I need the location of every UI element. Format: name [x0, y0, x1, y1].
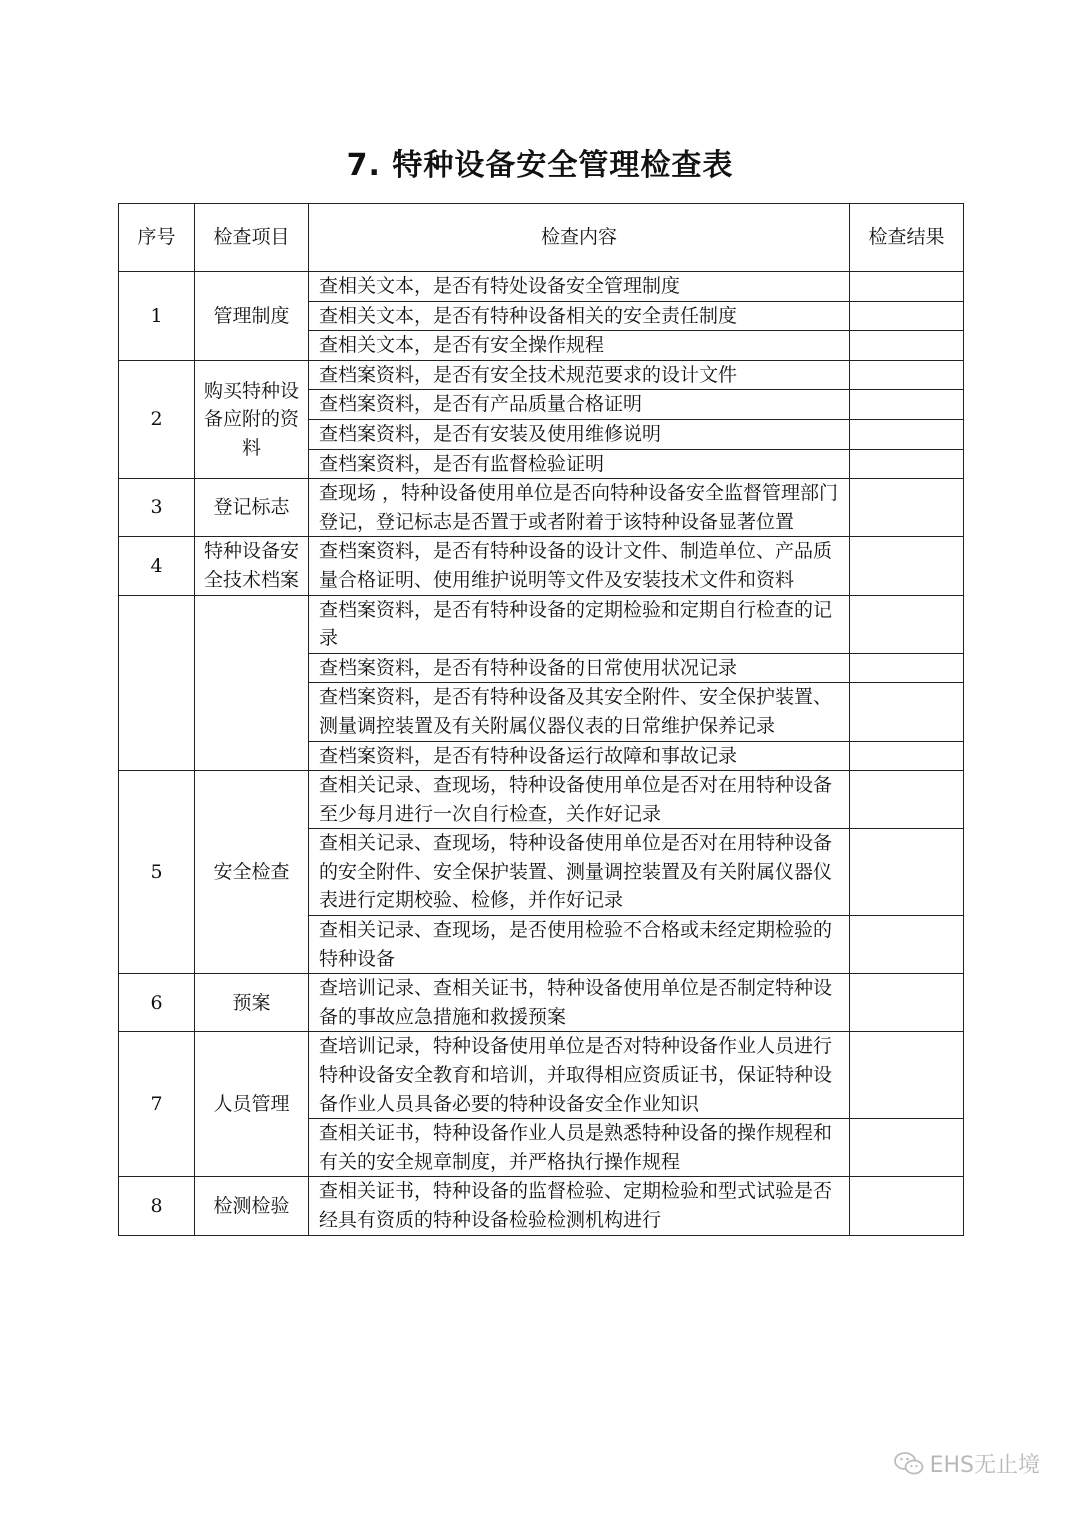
page-title: 7. 特种设备安全管理检查表	[346, 148, 734, 183]
content-cell: 查档案资料，是否有特种设备的日常使用状况记录	[309, 653, 850, 683]
result-cell	[850, 449, 964, 479]
content-cell: 查相关证书，特种设备的监督检验、定期检验和型式试验是否经具有资质的特种设备检验检测机构进行	[309, 1177, 850, 1235]
item-cell	[195, 595, 309, 771]
result-cell	[850, 916, 964, 974]
watermark-text: EHS无止境	[929, 1453, 1040, 1478]
result-cell	[850, 331, 964, 361]
item-cell: 特种设备安全技术档案	[195, 537, 309, 595]
result-cell	[850, 272, 964, 302]
result-cell	[850, 537, 964, 595]
table-row	[119, 595, 964, 653]
item-cell: 登记标志	[195, 479, 309, 537]
seq-cell: 6	[119, 974, 195, 1032]
table-row	[119, 974, 964, 1032]
result-cell	[850, 419, 964, 449]
content-cell: 查档案资料，是否有产品质量合格证明	[309, 390, 850, 420]
table-row	[119, 272, 964, 302]
content-cell: 查档案资料，是否有特种设备的设计文件、制造单位、产品质量合格证明、使用维护说明等文件及安装技术文件和资料	[309, 537, 850, 595]
result-cell	[850, 974, 964, 1032]
content-cell: 查档案资料，是否有监督检验证明	[309, 449, 850, 479]
table-row	[119, 360, 964, 390]
table-row	[119, 1177, 964, 1235]
seq-cell: 8	[119, 1177, 195, 1235]
content-cell: 查相关文本，是否有特种设备相关的安全责任制度	[309, 301, 850, 331]
seq-cell: 3	[119, 479, 195, 537]
result-cell	[850, 595, 964, 653]
table-row	[119, 771, 964, 829]
header-result: 检查结果	[850, 204, 964, 272]
content-cell: 查培训记录，特种设备使用单位是否对特种设备作业人员进行特种设备安全教育和培训，并取得相应资质证书，保证特种设备作业人员具备必要的特种设备安全作业知识	[309, 1032, 850, 1119]
content-cell: 查相关证书，特种设备作业人员是熟悉特种设备的操作规程和有关的安全规章制度，并严格执行操作规程	[309, 1119, 850, 1177]
result-cell	[850, 1119, 964, 1177]
table-row	[119, 1032, 964, 1119]
result-cell	[850, 479, 964, 537]
content-cell: 查档案资料，是否有特种设备的定期检验和定期自行检查的记录	[309, 595, 850, 653]
result-cell	[850, 741, 964, 771]
table-row	[119, 537, 964, 595]
content-cell: 查档案资料，是否有安全技术规范要求的设计文件	[309, 360, 850, 390]
result-cell	[850, 683, 964, 741]
header-content: 检查内容	[309, 204, 850, 272]
table-header-row	[119, 204, 964, 272]
item-cell: 人员管理	[195, 1032, 309, 1177]
content-cell: 查档案资料，是否有安装及使用维修说明	[309, 419, 850, 449]
content-cell: 查相关文本，是否有安全操作规程	[309, 331, 850, 361]
result-cell	[850, 301, 964, 331]
header-item: 检查项目	[195, 204, 309, 272]
item-cell: 安全检查	[195, 771, 309, 974]
result-cell	[850, 390, 964, 420]
inspection-table	[118, 203, 964, 1236]
header-seq: 序号	[119, 204, 195, 272]
seq-cell: 1	[119, 272, 195, 361]
seq-cell: 4	[119, 537, 195, 595]
content-cell: 查相关记录、查现场，特种设备使用单位是否对在用特种设备至少每月进行一次自行检查，关作好记录	[309, 771, 850, 829]
content-cell: 查相关记录、查现场，特种设备使用单位是否对在用特种设备的安全附件、安全保护装置、测量调控装置及有关附属仪器仪表进行定期校验、检修，并作好记录	[309, 829, 850, 916]
seq-cell	[119, 595, 195, 771]
table-row	[119, 479, 964, 537]
content-cell: 查现场 ，特种设备使用单位是否向特种设备安全监督管理部门登记，登记标志是否置于或者附着于该特种设备显著位置	[309, 479, 850, 537]
seq-cell: 5	[119, 771, 195, 974]
content-cell: 查培训记录、查相关证书，特种设备使用单位是否制定特种设备的事故应急措施和救援预案	[309, 974, 850, 1032]
item-cell: 检测检验	[195, 1177, 309, 1235]
item-cell: 购买特种设备应附的资料	[195, 360, 309, 478]
item-cell: 预案	[195, 974, 309, 1032]
result-cell	[850, 1032, 964, 1119]
result-cell	[850, 653, 964, 683]
table-body	[119, 272, 964, 1236]
result-cell	[850, 771, 964, 829]
watermark	[894, 1448, 1040, 1479]
result-cell	[850, 360, 964, 390]
item-cell: 管理制度	[195, 272, 309, 361]
content-cell: 查档案资料，是否有特种设备运行故障和事故记录	[309, 741, 850, 771]
wechat-icon	[894, 1451, 924, 1477]
content-cell: 查相关文本，是否有特处设备安全管理制度	[309, 272, 850, 302]
result-cell	[850, 1177, 964, 1235]
result-cell	[850, 829, 964, 916]
seq-cell: 2	[119, 360, 195, 478]
seq-cell: 7	[119, 1032, 195, 1177]
content-cell: 查相关记录、查现场，是否使用检验不合格或未经定期检验的特种设备	[309, 916, 850, 974]
content-cell: 查档案资料，是否有特种设备及其安全附件、安全保护装置、测量调控装置及有关附属仪器仪表的日常维护保养记录	[309, 683, 850, 741]
